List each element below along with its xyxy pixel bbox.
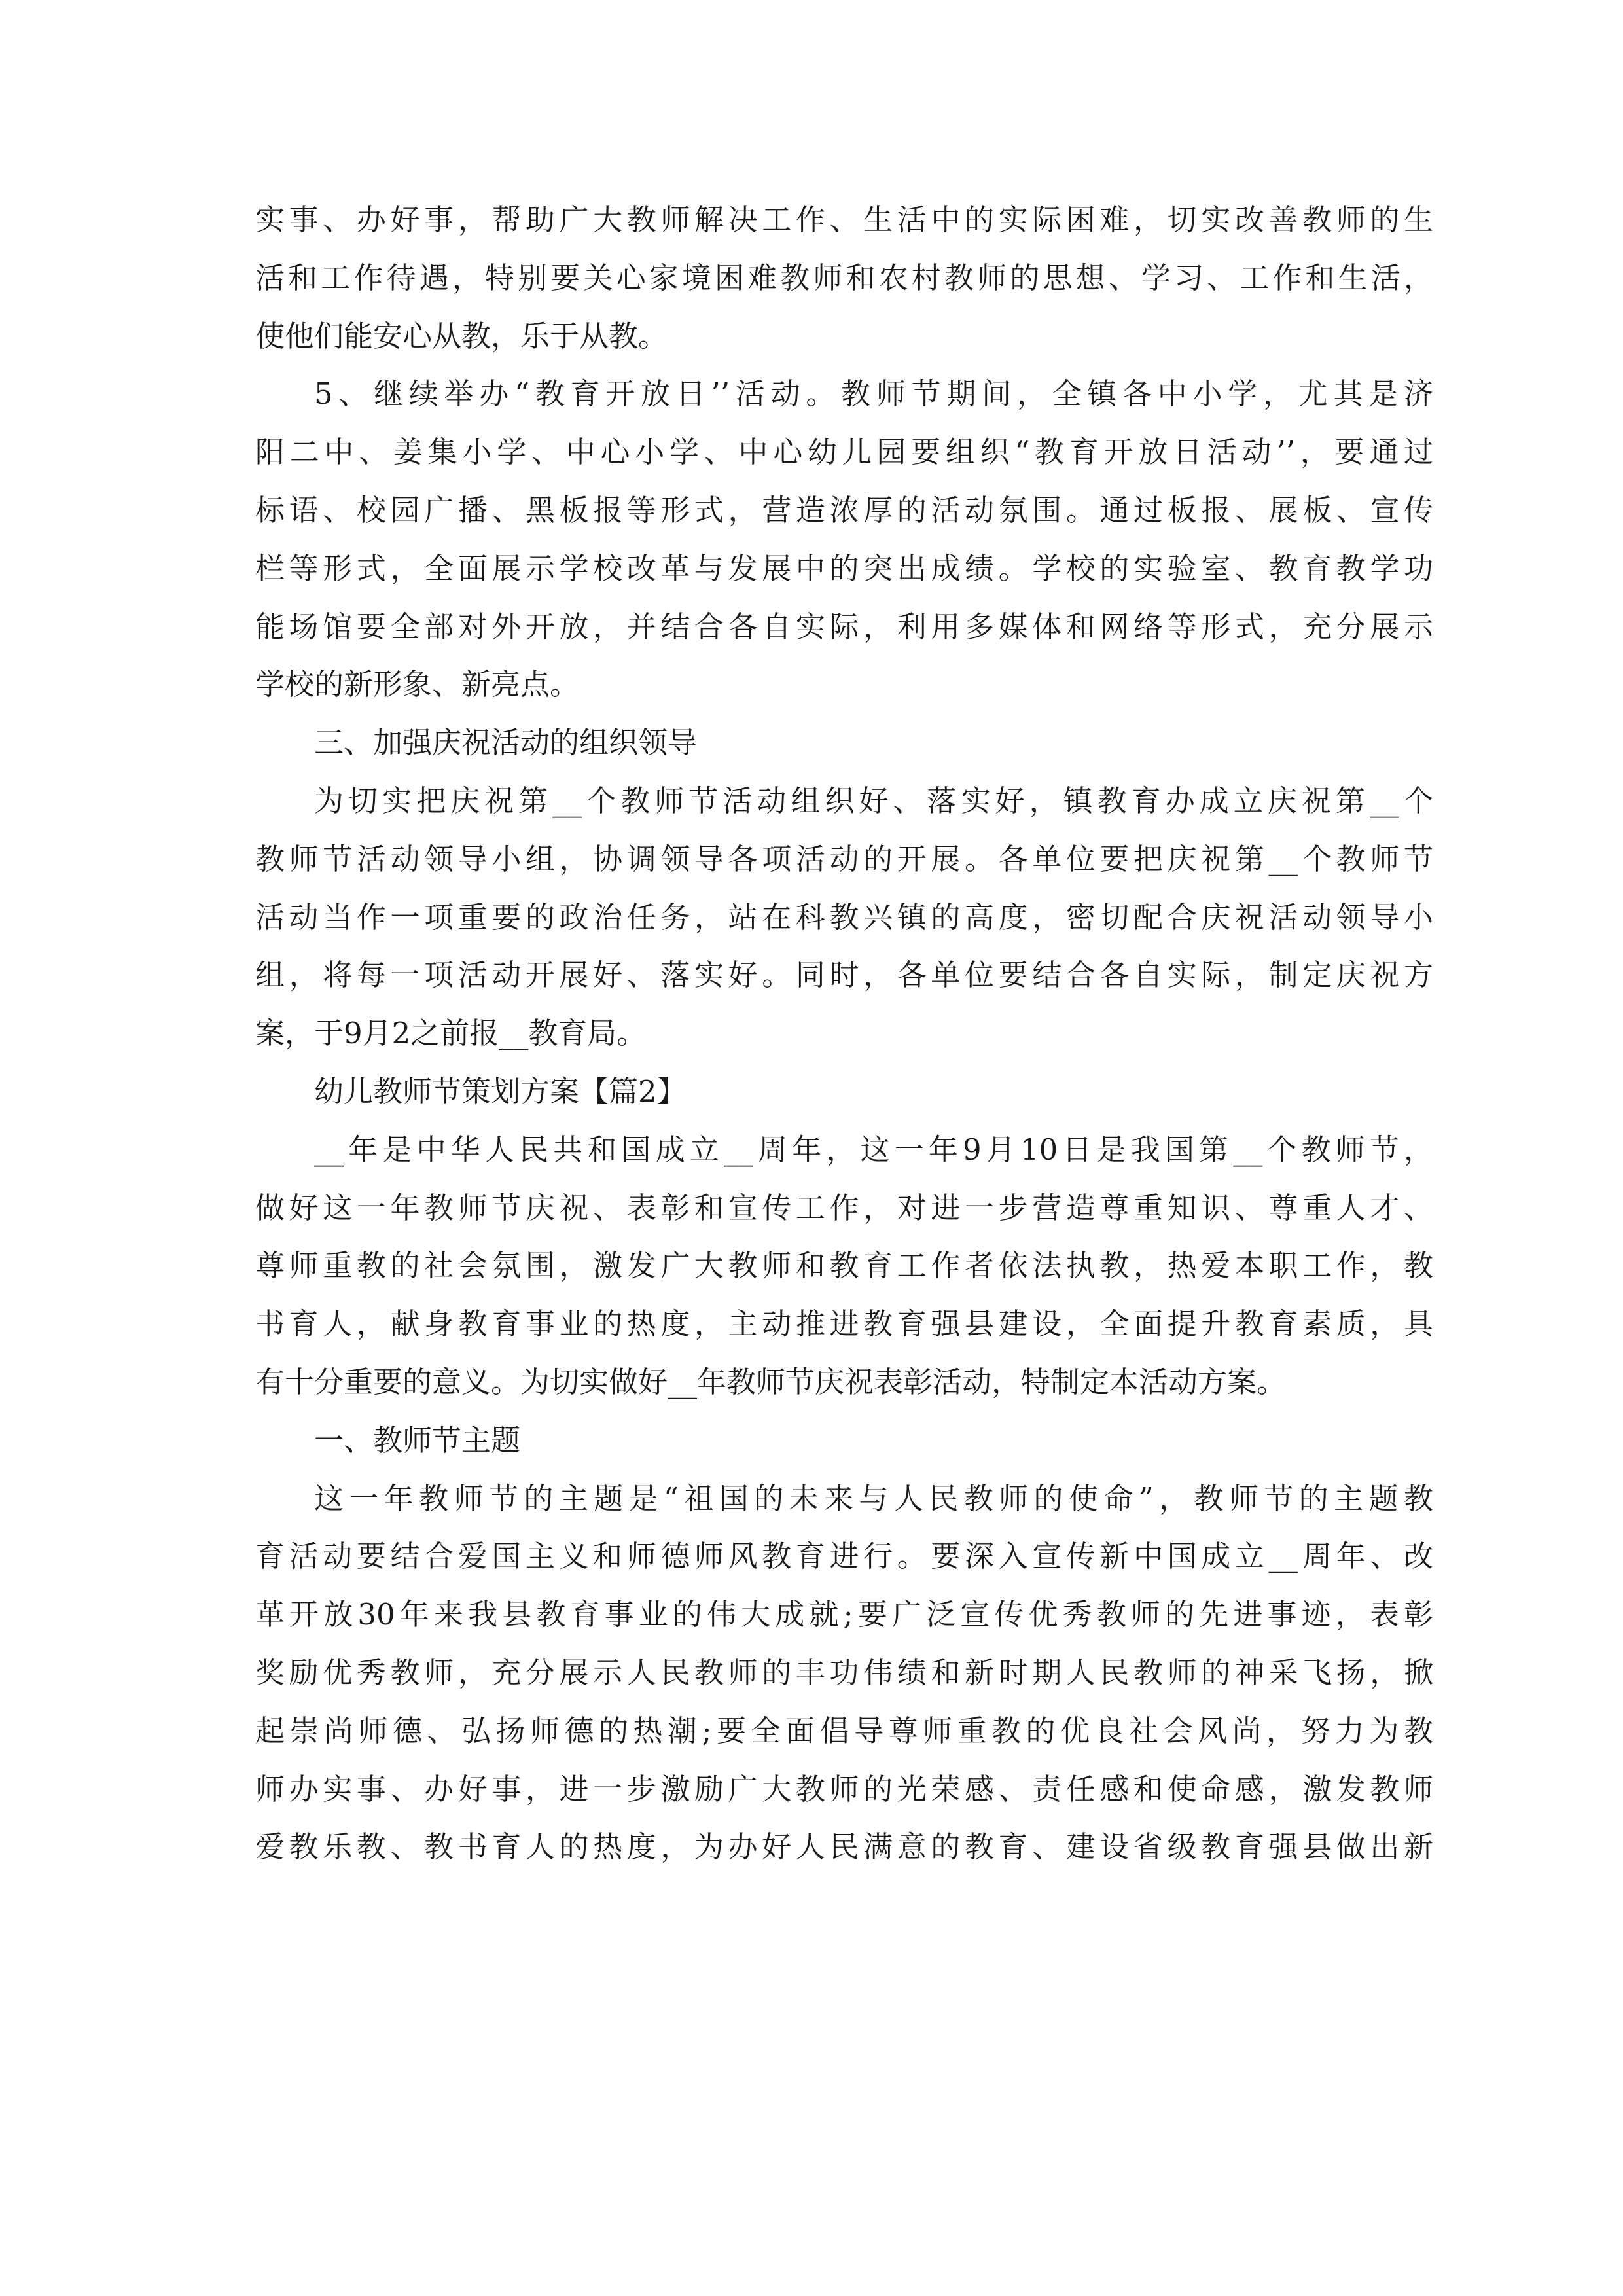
text-line: 幼儿教师节策划方案【篇2】: [314, 1073, 687, 1109]
text-line: __年是中华人民共和国成立__周年，这一年9月10日是我国第__个教师节，: [314, 1132, 1433, 1167]
text-line: 书育人，献身教育事业的热度，主动推进教育强县建设，全面提升教育素质，具: [255, 1306, 1433, 1342]
section-heading-3: [255, 714, 1433, 772]
text-line: 案，于9月2之前报__教育局。: [255, 1016, 647, 1051]
article-title-part-2: [255, 1063, 1433, 1121]
text-line: 爱教乐教、教书育人的热度，为办好人民满意的教育、建设省级教育强县做出新: [255, 1829, 1433, 1865]
text-line: 学校的新形象、新亮点。: [255, 667, 580, 702]
text-line: 为切实把庆祝第__个教师节活动组织好、落实好，镇教育办成立庆祝第__个: [314, 783, 1433, 818]
text-line: 能场馆要全部对外开放，并结合各自实际，利用多媒体和网络等形式，充分展示: [255, 609, 1433, 644]
document-body: [255, 191, 1433, 1876]
text-line: 标语、校园广播、黑板报等形式，营造浓厚的活动氛围。通过板报、展板、宣传: [255, 492, 1433, 528]
text-line: 这一年教师节的主题是“祖国的未来与人民教师的使命”，教师节的主题教: [314, 1480, 1433, 1516]
text-line: 育活动要结合爱国主义和师德师风教育进行。要深入宣传新中国成立__周年、改: [255, 1539, 1433, 1574]
text-line: 使他们能安心从教，乐于从教。: [255, 318, 668, 353]
text-line: 师办实事、办好事，进一步激励广大教师的光荣感、责任感和使命感，激发教师: [255, 1771, 1433, 1806]
text-line: 有十分重要的意义。为切实做好__年教师节庆祝表彰活动，特制定本活动方案。: [255, 1364, 1287, 1399]
text-line: 三、加强庆祝活动的组织领导: [314, 725, 698, 761]
text-line: 奖励优秀教师，充分展示人民教师的丰功伟绩和新时期人民教师的神采飞扬，掀: [255, 1655, 1433, 1690]
section-heading-1: [255, 1412, 1433, 1470]
paragraph-theme: [255, 1470, 1433, 1877]
paragraph-item-5: [255, 365, 1433, 714]
text-line: 阳二中、姜集小学、中心小学、中心幼儿园要组织“教育开放日活动’’，要通过: [255, 435, 1433, 470]
text-line: 5、继续举办“教育开放日’’活动。教师节期间，全镇各中小学，尤其是济: [314, 376, 1433, 412]
text-line: 做好这一年教师节庆祝、表彰和宣传工作，对进一步营造尊重知识、尊重人才、: [255, 1190, 1433, 1225]
text-line: 活动当作一项重要的政治任务，站在科教兴镇的高度，密切配合庆祝活动领导小: [255, 899, 1433, 935]
text-line: 实事、办好事，帮助广大教师解决工作、生活中的实际困难，切实改善教师的生: [255, 202, 1433, 237]
text-line: 教师节活动领导小组，协调领导各项活动的开展。各单位要把庆祝第__个教师节: [255, 841, 1433, 876]
paragraph-continuation: [255, 191, 1433, 365]
text-line: 组，将每一项活动开展好、落实好。同时，各单位要结合各自实际，制定庆祝方: [255, 958, 1433, 993]
text-line: 起崇尚师德、弘扬师德的热潮;要全面倡导尊师重教的优良社会风尚，努力为教: [255, 1713, 1433, 1748]
text-line: 活和工作待遇，特别要关心家境困难教师和农村教师的思想、学习、工作和生活，: [255, 260, 1433, 295]
text-line: 一、教师节主题: [314, 1422, 521, 1458]
paragraph-intro: [255, 1121, 1433, 1412]
text-line: 栏等形式，全面展示学校改革与发展中的突出成绩。学校的实验室、教育教学功: [255, 550, 1433, 586]
paragraph-organization: [255, 772, 1433, 1063]
text-line: 尊师重教的社会氛围，激发广大教师和教育工作者依法执教，热爱本职工作，教: [255, 1248, 1433, 1283]
text-line: 革开放30年来我县教育事业的伟大成就;要广泛宣传优秀教师的先进事迹，表彰: [255, 1597, 1433, 1632]
